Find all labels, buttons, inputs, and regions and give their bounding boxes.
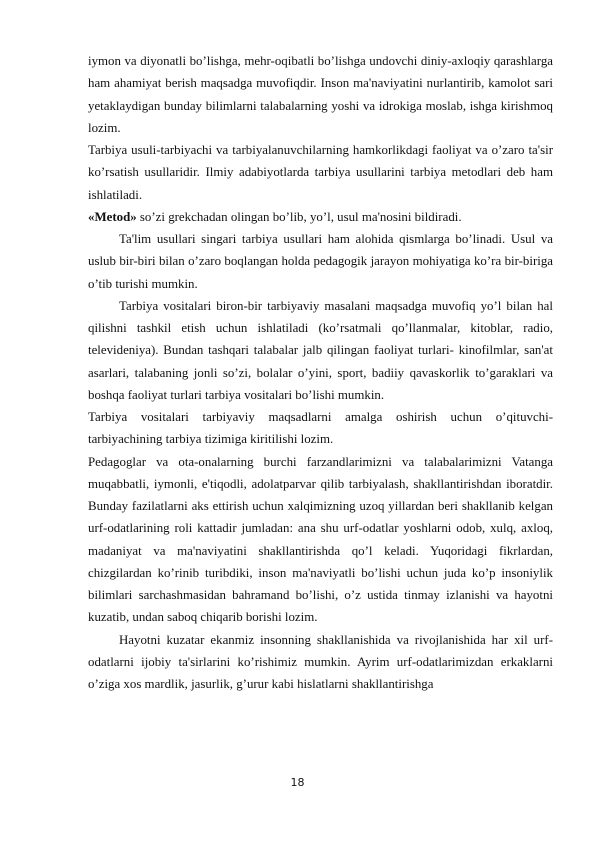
paragraph-7: Pedagoglar va ota-onalarning burchi farzandlarimizni va talabalarimizni Vatanga muqabbatli, iymonli, e'tiqodli, adolatparvar qilib tarbiyalash, shakllantirishdan iboratdir. Bunday fazilatlarni aks ettirish uchun xalqimizning uzoq yillardan beri shakllanib kelgan urf-odatlarining roli kattadir jumladan: ana shu urf-odatlar yoshlarni odob, xulq, axloq, madaniyat va ma'naviyatini shakllantirishda qo’l keladi. Yuqoridagi fikrlardan, chizgilardan ko’rinib turibdiki, inson ma'naviyatli bo’lishi uchun juda ko’p insoniylik bilimlari sarchashmasidan bahramand bo’lishi, o’z ustida tinmay izlanishi va hayotni kuzatib, undan saboq chiqarib borishi lozim. [88,454,553,625]
metod-term: «Metod» [88,209,137,224]
paragraph-6: Tarbiya vositalari tarbiyaviy maqsadlarni amalga oshirish uchun o’qituvchi-tarbiyachining tarbiya tizimiga kiritilishi lozim. [88,410,553,447]
paragraph-2: Tarbiya usuli-tarbiyachi va tarbiyalanuvchilarning hamkorlikdagi faoliyat va o’zaro ta'sir ko’rsatish usullaridir. Ilmiy adabiyotlarda tarbiya usullarini tarbiya metodlari deb ham ishlatiladi. [88,143,553,202]
paragraph-3 [88,206,553,228]
page-number: 18 [290,776,305,789]
paragraph-4: Ta'lim usullari singari tarbiya usullari ham alohida qismlarga bo’linadi. Usul va uslub bir-biri bilan o’zaro boqlangan holda pedagogik jarayon mohiyatiga ko’ra bir-biriga o’tib turishi mumkin. [88,232,553,291]
paragraph-3-text: so’zi grekchadan olingan bo’lib, yo’l, usul ma'nosini bildiradi. [136,209,462,224]
paragraph-5: Tarbiya vositalari biron-bir tarbiyaviy masalani maqsadga muvofiq yo’l bilan hal qilishni tashkil etish uchun ishlatiladi (ko’rsatmali qo’llanmalar, kitoblar, radio, televideniya). Bundan tashqari talabalar jalb qilingan faoliyat turlari- kinofilmlar, san'at asarlari, talabaning jonli so’zi, bolalar o’yini, sport, badiiy qavaskorlik to’garaklari va boshqa faoliyat turlari tarbiya vositalari bo’lishi mumkin. [88,298,553,402]
paragraph-8: Hayotni kuzatar ekanmiz insonning shakllanishida va rivojlanishida har xil urf-odatlarni ijobiy ta'sirlarini ko’rishimiz mumkin. Ayrim urf-odatlarimizdan erkaklarni o’ziga xos mardlik, jasurlik, g’urur kabi hislatlarni shakllantirishga [88,632,553,691]
body-text [88,50,553,695]
paragraph-1: iymon va diyonatli bo’lishga, mehr-oqibatli bo’lishga undovchi diniy-axloqiy qarashlarga ham ahamiyat berish maqsadga muvofiqdir. Inson ma'naviyatini nurlantirib, kamolot sari yetaklaydigan bunday bilimlarni talabalarning yoshi va idrokiga moslab, ishga kirishmoq lozim. [88,54,553,135]
